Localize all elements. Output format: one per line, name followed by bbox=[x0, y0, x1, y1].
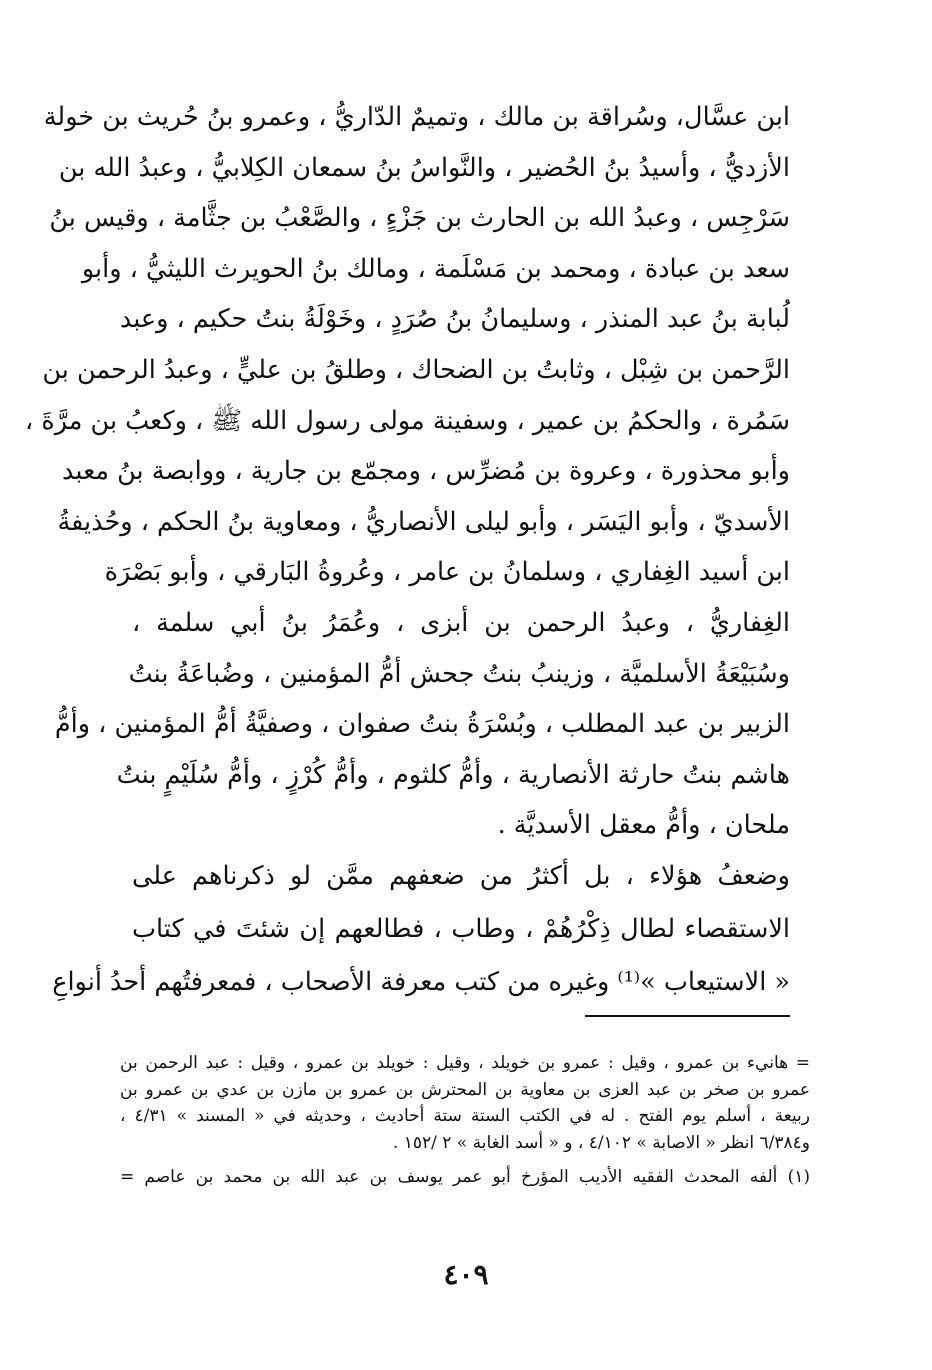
footnotes bbox=[120, 1050, 810, 1191]
text-line: سعد بن عبادة ، ومحمد بن مَسْلَمة ، ومالك بنُ الحويرث الليثيُّ ، وأبو bbox=[81, 253, 790, 284]
text-line: لُبابة بنُ عبد المنذر ، وسليمانُ بنُ صُرَدٍ ، وخَوْلَةُ بنتُ حكيم ، وعبد bbox=[119, 304, 790, 335]
footnote-line: عمرو بن صخر بن عبد العزى بن معاوية بن المحترش بن عمرو بن مازن بن عدي بن عمرو بن bbox=[120, 1079, 810, 1100]
text-line: « الاستيعاب »⁽¹⁾ وغيره من كتب معرفة الأصحاب ، فمعرفتُهم أحدُ أنواعِ bbox=[52, 967, 790, 997]
text-line: سَمُرة ، والحكمُ بن عمير ، وسفينة مولى رسول الله ﷺ ، وكعبُ بن مرَّةَ ، bbox=[25, 405, 790, 436]
text-line: الرَّحمن بن شِبْل ، وثابتُ بن الضحاك ، وطلقُ بن عليٍّ ، وعبدُ الرحمن بن bbox=[42, 354, 790, 385]
text-line: وأبو محذورة ، وعروة بن مُضرِّس ، ومجمّع بن جارية ، ووابصة بنُ معبد bbox=[62, 456, 790, 487]
text-line: الغِفاريُّ ، وعبدُ الرحمن بن أبزى ، وعُمَرُ بنُ أبي سلمة ، bbox=[132, 607, 790, 638]
page-number: ٤٠٩ bbox=[443, 1258, 489, 1291]
text-line: وضعفُ هؤلاء ، بل أكثرُ من ضعفهم ممَّن لو ذكرناهم على bbox=[132, 861, 790, 891]
text-line: الأسديّ ، وأبو اليَسَر ، وأبو ليلى الأنصاريُّ ، ومعاوية بنُ الحكم ، وحُذيفةُ bbox=[57, 506, 790, 537]
text-line: ابن أسيد الغِفاري ، وسلمانُ بن عامر ، وعُروةُ البَارقي ، وأبو بَصْرَة bbox=[104, 557, 790, 588]
text-line: ملحان ، وأمُّ معقل الأسديَّة . bbox=[497, 810, 790, 841]
footnote-1: (١) ألفه المحدث الفقيه الأديب المؤرخ أبو عمر يوسف بن عبد الله بن محمد بن عاصم = bbox=[120, 1167, 810, 1187]
text-line: هاشم بنتُ حارثة الأنصارية ، وأمُّ كلثوم ، وأمُّ كُرْزٍ ، وأمُّ سُلَيْمٍ بنتُ bbox=[116, 759, 790, 790]
footnote-line: و٦/٣٨٤ انظر « الاصابة » ٤/١٠٢ ، و « أسد الغابة » ٢ /١٥٢ . bbox=[392, 1132, 810, 1153]
text-line: الزبير بن عبد المطلب ، وبُسْرَةُ بنتُ صفوان ، وصفيَّةُ أمُّ المؤمنين ، وأمُّ bbox=[54, 709, 790, 740]
footnote-line: ربيعة ، أسلم يوم الفتح . له في الكتب الستة ستة أحاديث ، وحديثه في « المسند » ٤/٣١ ، bbox=[120, 1106, 810, 1126]
text-line: الاستقصاء لطال ذِكْرُهُمْ ، وطاب ، فطالعهم إن شئتَ في كتاب bbox=[132, 914, 790, 944]
text-line: ابن عسَّال، وسُراقة بن مالك ، وتميمٌ الدّاريُّ ، وعمرو بنُ حُريث بن خولة bbox=[43, 102, 790, 132]
text-line: الأزديُّ ، وأسيدُ بنُ الحُضير ، والنَّواسُ بنُ سمعان الكِلابيُّ ، وعبدُ الله بن bbox=[58, 152, 790, 183]
text-line: سَرْجِس ، وعبدُ الله بن الحارث بن جَزْءٍ ، والصَّعْبُ بن جثَّامة ، وقيس بنُ bbox=[49, 203, 790, 234]
footnote-line: = هانيء بن عمرو ، وقيل : عمرو بن خويلد ، وقيل : خويلد بن عمرو ، وقيل : عبد الرحمن بن bbox=[120, 1053, 810, 1073]
main-paragraph bbox=[25, 92, 790, 851]
footnote-separator bbox=[585, 1015, 790, 1017]
second-paragraph bbox=[52, 850, 790, 1009]
text-line: وسُبَيْعَةُ الأسلميَّة ، وزينبُ بنتُ جحش أمُّ المؤمنين ، وضُباعَةُ بنتُ bbox=[128, 658, 790, 689]
